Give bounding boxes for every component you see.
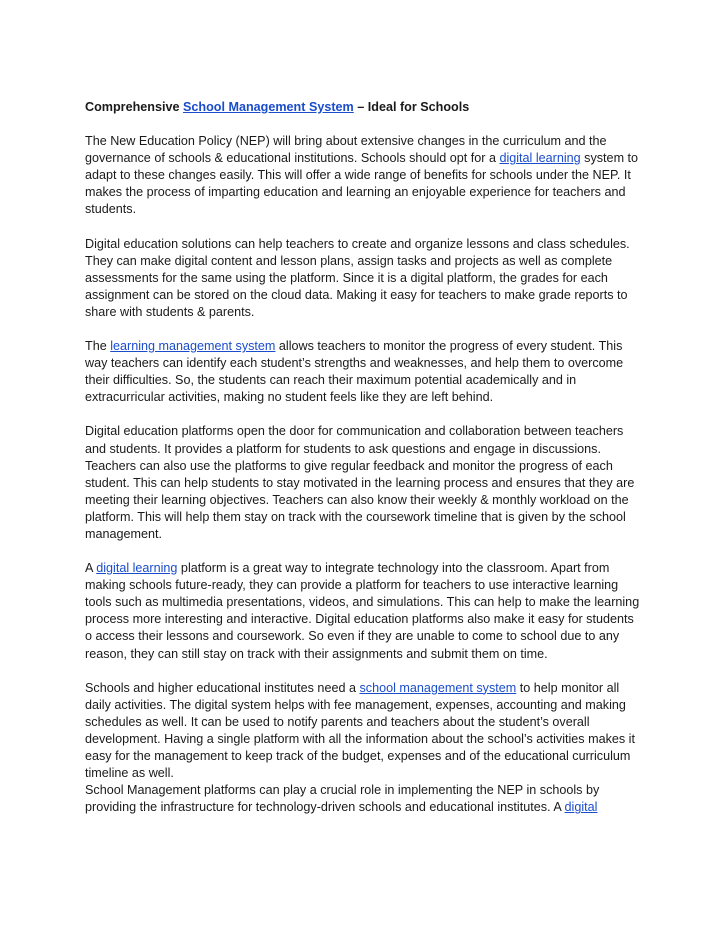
paragraph-text: Schools and higher educational institutes need a [85,680,360,695]
link-digital[interactable]: digital [564,800,598,815]
paragraph-text: The [85,339,111,354]
paragraph-text: A [85,561,97,576]
paragraph-text: system to adapt to these changes easily. This will offer a wide range of benefits for schools under the NEP. It makes the process of imparting education and learning an enjoyable experience for teachers and students. [85,151,639,217]
link-digital-learning-2[interactable]: digital learning [96,561,178,576]
paragraph-digital-education-solutions: Digital education solutions can help teachers to create and organize lessons and class schedules. They can make digital content and lesson plans, assign tasks and projects as well as complete assessments for the same using the platform. Since it is a digital platform, the grades for each assignment can be stored on the cloud data. Making it easy for teachers to make grade reports to share with students & parents. [85,236,630,319]
paragraph-text: allows teachers to monitor the progress of every student. This way teachers can identify each student’s strengths and weaknesses, and help them to overcome their difficulties. So, the students can reach their maximum potential academically and in extracurricular activities, making no student feels like they are left behind. [85,339,624,405]
paragraph-lms [85,338,640,406]
link-school-management-system[interactable]: school management system [359,680,517,695]
paragraph-text: platform is a great way to integrate technology into the classroom. Apart from making schools future-ready, they can provide a platform for teachers to use interactive learning tools such as multimedia presentations, videos, and simulations. This can help to make the learning process more interesting and interactive. Digital education platforms also make it easy for students o access their lessons and coursework. So even if they are unable to come to school due to any reason, they can still stay on track with their assignments and submit them on time. [85,561,640,661]
link-digital-learning[interactable]: digital learning [499,151,581,166]
paragraph-text: to help monitor all daily activities. The digital system helps with fee management, expenses, accounting and making schedules as well. It can be used to notify parents and teachers about the student’s overall development. Having a single platform with all the information about the school’s activities makes it easy for the management to keep track of the budget, expenses and of the educational curriculum timeline as well. [85,680,635,781]
title-suffix: – Ideal for Schools [353,100,470,114]
document-page [85,99,640,816]
paragraph-text: The New Education Policy (NEP) will bring about extensive changes in the curriculum and the governance of schools & educational institutions. Schools should opt for a [85,134,607,166]
paragraph-text: School Management platforms can play a crucial role in implementing the NEP in schools by providing the infrastructure for technology-driven schools and educational institutes. A [85,783,600,815]
paragraph-nep-intro [85,133,640,218]
paragraph-nep-implementation [85,782,640,816]
paragraph-school-management [85,680,640,783]
link-learning-management-system[interactable]: learning management system [110,339,276,354]
document-title [85,99,640,116]
paragraph-communication-collaboration: Digital education platforms open the door for communication and collaboration between teachers and students. It provides a platform for students to ask questions and engage in discussions. Teachers can also use the platforms to give regular feedback and monitor the progress of each student. This can help students to stay motivated in the learning process and ensures that they are meeting their learning objectives. Teachers can also know their weekly & monthly workload on the platform. This will help them stay on track with the coursework timeline that is given by the school management. [85,424,635,541]
title-prefix: Comprehensive [85,100,183,114]
paragraph-digital-learning-platform [85,560,640,663]
title-link-school-management-system[interactable]: School Management System [182,100,354,114]
